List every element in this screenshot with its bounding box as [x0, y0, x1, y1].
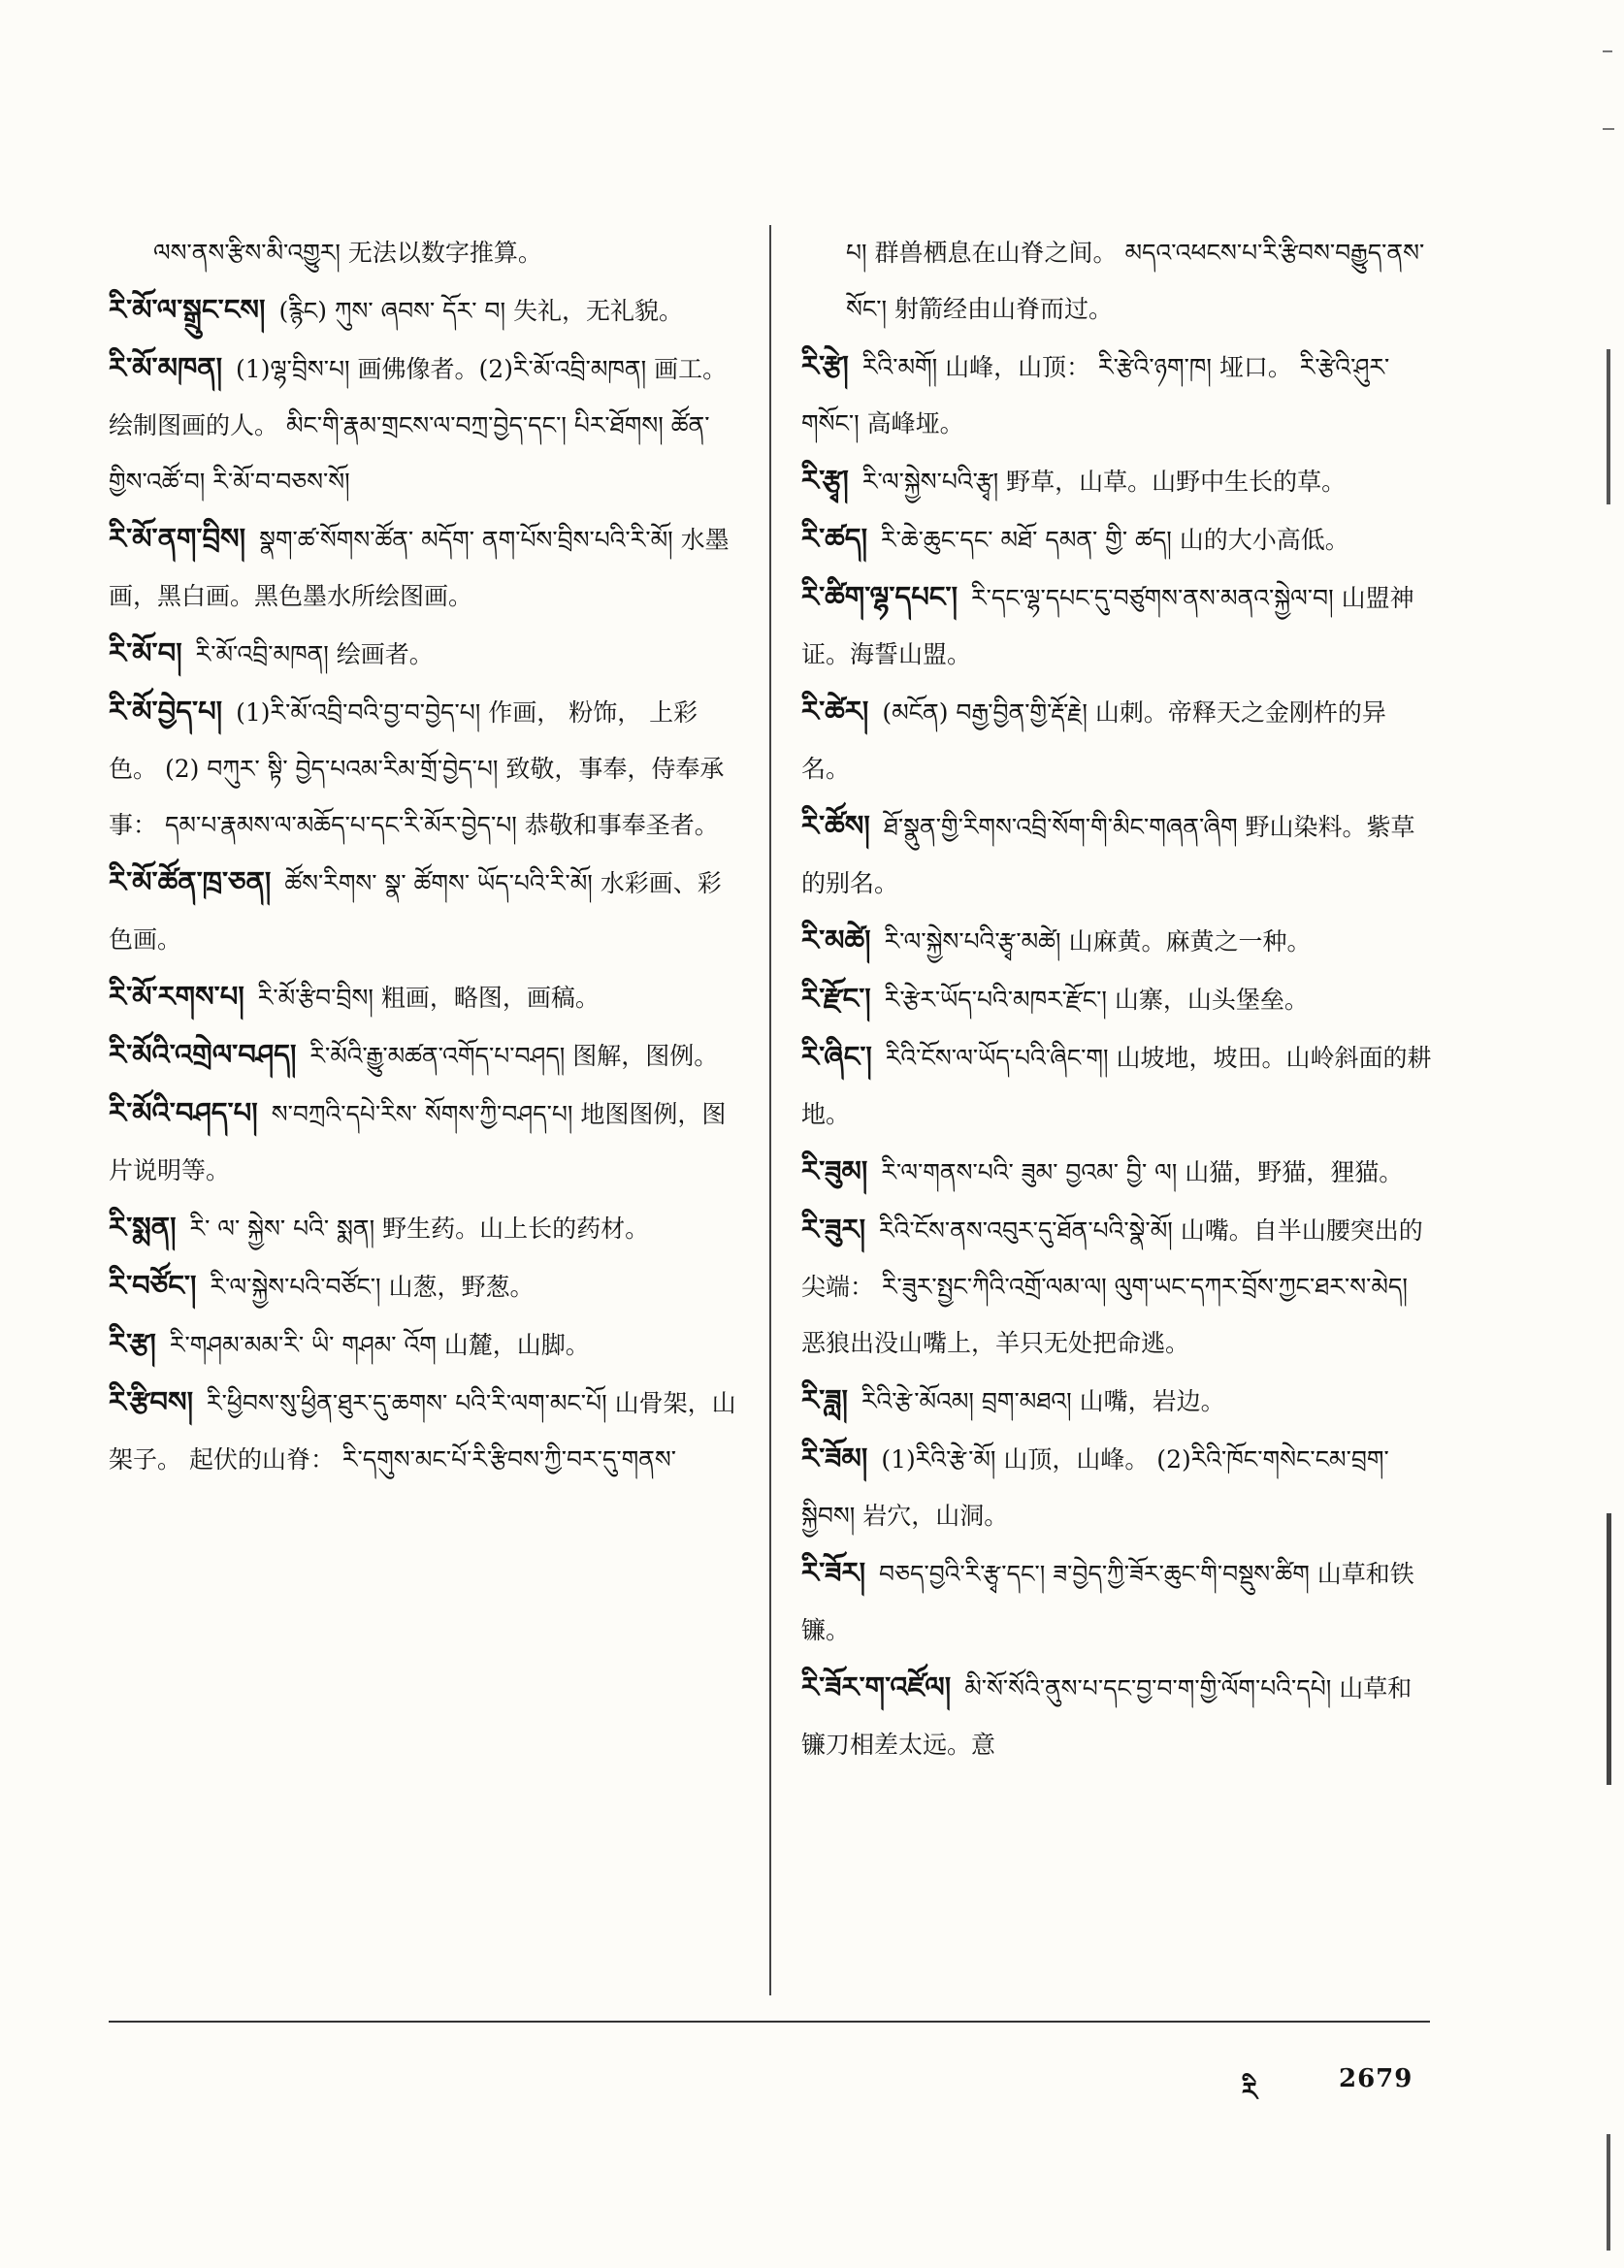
entry-definition: སྣག་ཚ་སོགས་ཚོན་ མདོག་ ནག་པོས་བྲིས་པའི་རི་མོ། 水墨画，黑白画。黑色墨水所绘图画。: [109, 526, 730, 610]
entry-headword: རི་མོ་བྱེད་པ།: [109, 695, 223, 728]
entry-headword: རི་རྩིབས།: [109, 1385, 194, 1418]
entry-definition: རིའི་མགོ། 山峰，山顶： རི་རྩེའི་ཉག་ཁ། 垭口。 རི་རྩེའི་ཤུར་གསོང་། 高峰垭。: [801, 353, 1390, 437]
entry-headword: རི་མཚེ།: [801, 923, 871, 956]
right-column: [801, 225, 1432, 1773]
entry-definition: རི་རྩེར་ཡོད་པའི་མཁར་རྫོང་། 山寨，山头堡垒。: [884, 986, 1309, 1014]
entry-definition: པ། 群兽栖息在山脊之间。 མདའ་འཕངས་པ་རི་རྩིབས་བརྒྱུད་ནས་སོང་། 射箭经由山脊而过。: [846, 239, 1425, 323]
entry-definition: རི་ལ་སྐྱེས་པའི་བཙོང་། 山葱，野葱。: [210, 1273, 535, 1301]
dictionary-entry: [801, 797, 1432, 912]
entry-definition: རིའི་ངོས་ལ་ཡོད་པའི་ཞིང་ག། 山坡地，坡田。山岭斜面的耕地。: [801, 1044, 1432, 1128]
dictionary-entry: [801, 452, 1432, 510]
entry-headword: རི་མོ་ཚོན་ཁྲ་ཅན།: [109, 865, 272, 898]
entry-headword: རི་ཚིག་ལྷ་དཔང་།: [801, 580, 958, 613]
column-divider: [769, 225, 771, 1995]
entry-definition: (1)ལྷ་བྲིས་པ། 画佛像者。(2)རི་མོ་འབྲི་མཁན། 画工。绘制图画的人。 མིང་གི་རྣམ་གྲངས་ལ་བཀྲ་བྱེད་དང་། པིར་ཐོགས། ཚོན་གྱིས་འཚོ་བ། རི་མོ་བ་བཅས་སོ།: [109, 355, 728, 496]
dictionary-entry: [801, 225, 1432, 338]
entry-headword: རི་ཚོས།: [801, 809, 870, 842]
dictionary-entry: [801, 912, 1432, 970]
margin-mark: [1603, 50, 1612, 52]
section-letter: རི: [1242, 2078, 1258, 2107]
dictionary-entry: [109, 1085, 739, 1199]
dictionary-entry: [109, 510, 739, 625]
entry-headword: རི་ཟུམ།: [801, 1154, 868, 1187]
scan-edge-mark: [1607, 1513, 1611, 1785]
entry-headword: རི་མོ་རགས་པ།: [109, 980, 244, 1013]
entry-definition: (མངོན) བརྒྱ་བྱིན་གྱི་རྡོ་རྗེ། 山刺。帝释天之金刚杵的异名。: [801, 698, 1386, 783]
entry-headword: རི་ཟོར།: [801, 1556, 866, 1589]
footer-rule: [109, 2021, 1430, 2023]
entry-definition: (1)རི་མོ་འབྲི་བའི་བྱ་བ་བྱེད་པ། 作画， 粉饰， 上彩色。 (2) བཀུར་ སྟི་ བྱེད་པའམ་རིམ་གྲོ་བྱེད་པ། 致敬，事奉，侍奉承事： དམ་པ་རྣམས་ལ་མཆོད་པ་དང་རི་མོར་བྱེད་པ། 恭敬和事奉圣者。: [109, 698, 725, 839]
entry-headword: རི་ཟུར།: [801, 1213, 866, 1246]
entry-headword: རི་སྨན།: [109, 1211, 177, 1244]
entry-definition: རི་མོ་འབྲི་མཁན། 绘画者。: [195, 640, 434, 668]
entry-headword: རི་རྩེ།: [801, 349, 849, 382]
dictionary-entry: [801, 568, 1432, 683]
entry-definition: རི་ཆེ་ཆུང་དང་ མཐོ་ དམན་ གྱི་ ཚད། 山的大小高低。: [881, 526, 1349, 554]
dictionary-entry: [109, 625, 739, 683]
entry-headword: རི་མོའི་བཤད་པ།: [109, 1096, 258, 1129]
entry-headword: རི་མོའི་འགྲེལ་བཤད།: [109, 1038, 297, 1071]
entry-definition: ཐོ་སྣུན་གྱི་རིགས་འབྲི་སོག་གི་མིང་གཞན་ཞིག 野山染料。紫草的别名。: [801, 813, 1415, 897]
entry-headword: རི་རྩ།: [109, 1327, 156, 1360]
dictionary-entry: [801, 1659, 1432, 1773]
entry-headword: རི་ཚེར།: [801, 695, 869, 728]
dictionary-entry: [801, 1430, 1432, 1544]
dictionary-entry: [801, 1372, 1432, 1430]
entry-headword: རི་མོ་ནག་བྲིས།: [109, 522, 246, 555]
entry-definition: བཅད་བྱའི་རི་རྩྭ་དང་། ཟ་བྱེད་ཀྱི་ཟོར་ཆུང་གི་བསྡུས་ཚིག 山草和铁镰。: [801, 1560, 1414, 1644]
entry-definition: རི་ཕྱིབས་སུ་ཕྱིན་ཐུར་དུ་ཆགས་ པའི་རི་ལག་མང་པོ། 山骨架，山架子。 起伏的山脊： རི་དགུས་མང་པོ་རི་རྩིབས་ཀྱི་བར་དུ་གནས་: [109, 1389, 736, 1474]
entry-definition: ཚོས་རིགས་ སྣ་ ཚོགས་ ཡོད་པའི་རི་མོ། 水彩画、彩色画。: [109, 869, 722, 954]
entry-definition: (རྙིང) ཀུས་ ཞབས་ དོར་ བ། 失礼，无礼貌。: [278, 297, 683, 325]
left-column: [109, 225, 739, 1488]
scan-edge-mark: [1607, 349, 1610, 504]
entry-headword: རི་ཟོམ།: [801, 1442, 868, 1474]
entry-definition: རི་ལ་གནས་པའི་ ཟུམ་ བྱའམ་ བྱི་ ལ། 山猫，野猫，狸猫。: [881, 1158, 1404, 1186]
entry-headword: རི་བཙོང་།: [109, 1269, 197, 1302]
entry-definition: རི་ལ་སྐྱེས་པའི་རྩྭ་མཚེ། 山麻黄。麻黄之一种。: [884, 927, 1312, 956]
entry-headword: རི་རྩྭ།: [801, 464, 849, 497]
entry-headword: རི་མོ་ལ་སྒྲུང་ངས།: [109, 293, 266, 326]
entry-headword: རི་ཟོར་ག་འཛོལ།: [801, 1670, 952, 1703]
entry-definition: རི་ ལ་ སྐྱེས་ པའི་ སྨན། 野生药。山上长的药材。: [189, 1215, 650, 1243]
entry-definition: རི་དང་ལྷ་དཔང་དུ་བཙུགས་ནས་མནའ་སྐྱེལ་བ། 山盟神证。海誓山盟。: [801, 584, 1414, 668]
scan-edge-mark: [1607, 2134, 1610, 2251]
dictionary-entry: [109, 1315, 739, 1374]
entry-definition: ས་བཀྲའི་དཔེ་རིས་ སོགས་ཀྱི་བཤད་པ། 地图图例，图片说明等。: [109, 1100, 727, 1184]
margin-mark: [1603, 128, 1614, 130]
entry-definition: (1)རིའི་རྩེ་མོ། 山顶，山峰。 (2)རིའི་ཁོང་གསེང་ངམ་བྲག་སྐྱིབས། 岩穴，山洞。: [801, 1445, 1389, 1530]
dictionary-entry: [109, 225, 739, 281]
entry-definition: རི་མོའི་རྒྱུ་མཚན་འགོད་པ་བཤད། 图解，图例。: [309, 1042, 719, 1070]
dictionary-entry: [801, 1143, 1432, 1201]
dictionary-entry: [109, 854, 739, 968]
dictionary-entry: [109, 683, 739, 854]
dictionary-entry: [109, 1257, 739, 1315]
entry-definition: རི་གཤམ་མམ་རི་ ཡི་ གཤམ་ འོག 山麓，山脚。: [169, 1331, 590, 1359]
dictionary-entry: [801, 1028, 1432, 1143]
entry-definition: ལས་ནས་རྩིས་མི་འགྱུར། 无法以数字推算。: [153, 239, 542, 267]
dictionary-entry: [109, 340, 739, 510]
dictionary-entry: [109, 1199, 739, 1257]
entry-headword: རི་རྫོང་།: [801, 982, 871, 1015]
entry-headword: རི་ཞིང་།: [801, 1040, 872, 1073]
entry-definition: རི་མོ་རྩིབ་བྲིས། 粗画，略图，画稿。: [257, 984, 600, 1012]
dictionary-entry: [801, 970, 1432, 1028]
dictionary-entry: [109, 1374, 739, 1488]
dictionary-entry: [801, 683, 1432, 797]
entry-definition: རི་ལ་སྐྱེས་པའི་རྩྭ། 野草，山草。山野中生长的草。: [861, 468, 1347, 496]
dictionary-entry: [801, 1201, 1432, 1372]
entry-headword: རི་ཟླ།: [801, 1383, 848, 1416]
entry-headword: རི་ཚད།: [801, 522, 868, 555]
entry-definition: རིའི་རྩེ་མོའམ། བྲག་མཐའ། 山嘴，岩边。: [861, 1387, 1225, 1415]
entry-definition: རིའི་ངོས་ནས་འབུར་དུ་ཐོན་པའི་སྣེ་མོ། 山嘴。自半山腰突出的尖端： རི་ཟུར་སྤྱང་ཀིའི་འགྲོ་ལམ་ལ། ལུག་ཡང་དཀར་བྲོས་ཀྱང་ཐར་ས་མེད། 恶狼出没山嘴上，羊只无处把命逃。: [801, 1216, 1423, 1357]
entry-definition: མི་སོ་སོའི་ནུས་པ་དང་བྱ་བ་ག་གྱི་ལོག་པའི་དཔེ། 山草和镰刀相差太远。意: [801, 1674, 1413, 1759]
dictionary-entry: [801, 510, 1432, 568]
dictionary-entry: [109, 281, 739, 340]
dictionary-entry: [109, 968, 739, 1026]
dictionary-entry: [801, 1544, 1432, 1659]
dictionary-entry: [801, 338, 1432, 452]
dictionary-entry: [109, 1026, 739, 1085]
page-number: 2679: [1339, 2064, 1413, 2093]
entry-headword: རི་མོ་མཁན།: [109, 351, 223, 384]
entry-headword: རི་མོ་བ།: [109, 636, 182, 669]
